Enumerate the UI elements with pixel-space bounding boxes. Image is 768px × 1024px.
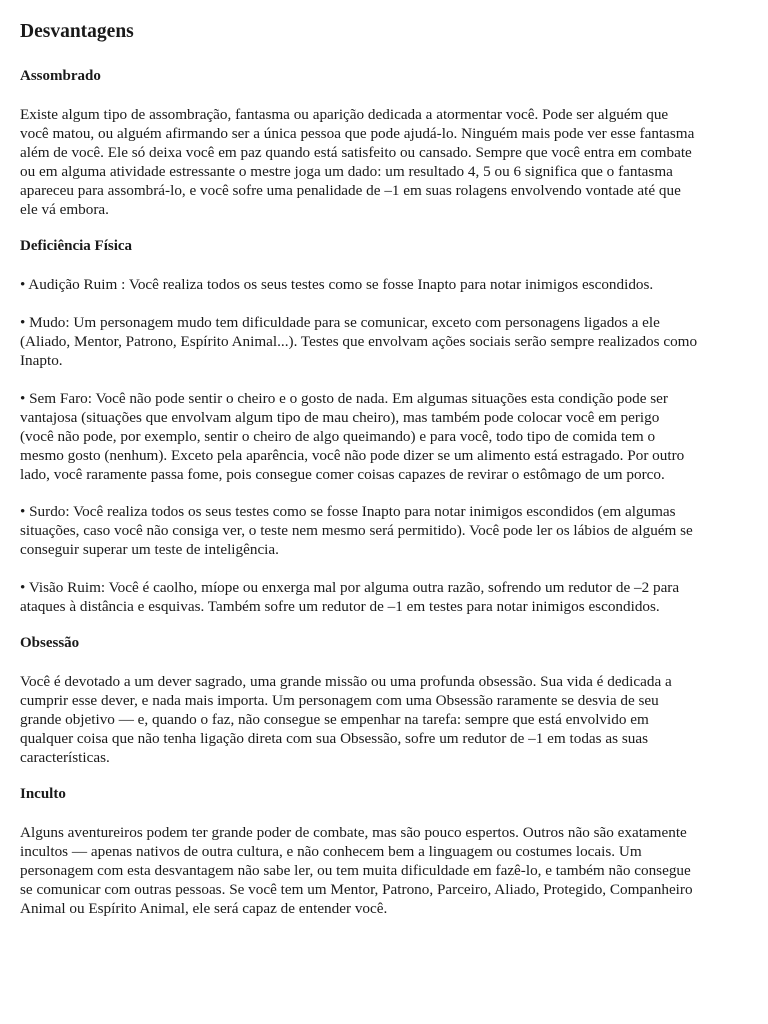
- text-line: apareceu para assombrá-lo, e você sofre uma penalidade de –1 em suas rolagens envolvendo vontade até que: [20, 182, 681, 199]
- text-line: ou em alguma atividade estressante o mestre joga um dado: um resultado 4, 5 ou 6 significa que o fantasma: [20, 163, 673, 180]
- text-line: Alguns aventureiros podem ter grande poder de combate, mas são pouco espertos. Outros não são exatamente: [20, 824, 687, 841]
- text-line: você matou, ou alguém afirmando ser a única pessoa que pode ajudá-lo. Ninguém mais pode ver esse fantasma: [20, 125, 695, 142]
- audicao-ruim-paragraph: [20, 275, 748, 294]
- text-line: conseguir superar um teste de inteligência.: [20, 541, 279, 558]
- text-line: Existe algum tipo de assombração, fantasma ou aparição dedicada a atormentar você. Pode ser alguém que: [20, 106, 669, 123]
- inculto-paragraph: [20, 823, 748, 918]
- text-line: ele vá embora.: [20, 201, 109, 218]
- text-line: grande objetivo — e, quando o faz, não consegue se empenhar na tarefa: sempre que está envolvido em: [20, 711, 649, 728]
- text-line: (Aliado, Mentor, Patrono, Espírito Animal...). Testes que envolvam ações sociais serão sempre realizados como: [20, 333, 698, 350]
- text-line: Animal ou Espírito Animal, ele será capaz de entender você.: [20, 900, 388, 917]
- text-line: além de você. Ele só deixa você em paz quando está satisfeito ou cansado. Sempre que você entra em combate: [20, 144, 692, 161]
- text-line: • Audição Ruim : Você realiza todos os seus testes como se fosse Inapto para notar inimigos escondidos.: [20, 276, 654, 293]
- text-line: personagem com esta desvantagem não sabe ler, ou tem muita dificuldade em fazê-lo, e também não consegue: [20, 862, 691, 879]
- text-line: vantajosa (situações que envolvam algum tipo de mau cheiro), mas também pode colocar você em perigo: [20, 409, 660, 426]
- text-line: • Surdo: Você realiza todos os seus testes como se fosse Inapto para notar inimigos escondidos (em algumas: [20, 503, 676, 520]
- section-heading-assombrado: Assombrado: [20, 68, 101, 84]
- text-line: • Visão Ruim: Você é caolho, míope ou enxerga mal por alguma outra razão, sofrendo um redutor de –2 para: [20, 579, 680, 596]
- text-line: • Sem Faro: Você não pode sentir o cheiro e o gosto de nada. Em algumas situações esta condição pode ser: [20, 390, 668, 407]
- text-line: características.: [20, 749, 110, 766]
- page-title: Desvantagens: [20, 21, 134, 42]
- text-line: se comunicar com outras pessoas. Se você tem um Mentor, Patrono, Parceiro, Aliado, Protegido, Companheiro: [20, 881, 693, 898]
- sem-faro-paragraph: [20, 389, 748, 484]
- mudo-paragraph: [20, 313, 748, 370]
- text-line: (você não pode, por exemplo, sentir o cheiro de algo queimando) e para você, todo tipo de comida tem o: [20, 428, 656, 445]
- obsessao-paragraph: [20, 672, 748, 767]
- text-line: cumprir esse dever, e nada mais importa. Um personagem com uma Obsessão raramente se desvia de seu: [20, 692, 659, 709]
- text-line: • Mudo: Um personagem mudo tem dificuldade para se comunicar, exceto com personagens ligados a ele: [20, 314, 660, 331]
- assombrado-paragraph: [20, 105, 748, 219]
- text-line: qualquer coisa que não tenha ligação direta com sua Obsessão, sofre um redutor de –1 em todas as suas: [20, 730, 648, 747]
- section-heading-deficiencia-fisica: Deficiência Física: [20, 238, 133, 254]
- section-heading-obsessao: Obsessão: [20, 635, 80, 651]
- text-line: Você é devotado a um dever sagrado, uma grande missão ou uma profunda obsessão. Sua vida é dedicada a: [20, 673, 672, 690]
- text-line: Inapto.: [20, 352, 63, 369]
- surdo-paragraph: [20, 502, 748, 559]
- visao-ruim-paragraph: [20, 578, 748, 616]
- text-line: situações, caso você não consiga ver, o teste nem mesmo será permitido). Você pode ler os lábios de alguém se: [20, 522, 693, 539]
- text-line: ataques à distância e esquivas. Também sofre um redutor de –1 em testes para notar inimigos escondidos.: [20, 598, 660, 615]
- section-heading-inculto: Inculto: [20, 786, 66, 802]
- text-line: mesmo gosto (nenhum). Exceto pela aparência, você não pode dizer se um alimento está estragado. Por outro: [20, 447, 685, 464]
- text-line: lado, você raramente passa fome, pois consegue comer coisas capazes de revirar o estômago de um porco.: [20, 466, 665, 483]
- text-line: incultos — apenas nativos de outra cultura, e não conhecem bem a linguagem ou costumes locais. Um: [20, 843, 642, 860]
